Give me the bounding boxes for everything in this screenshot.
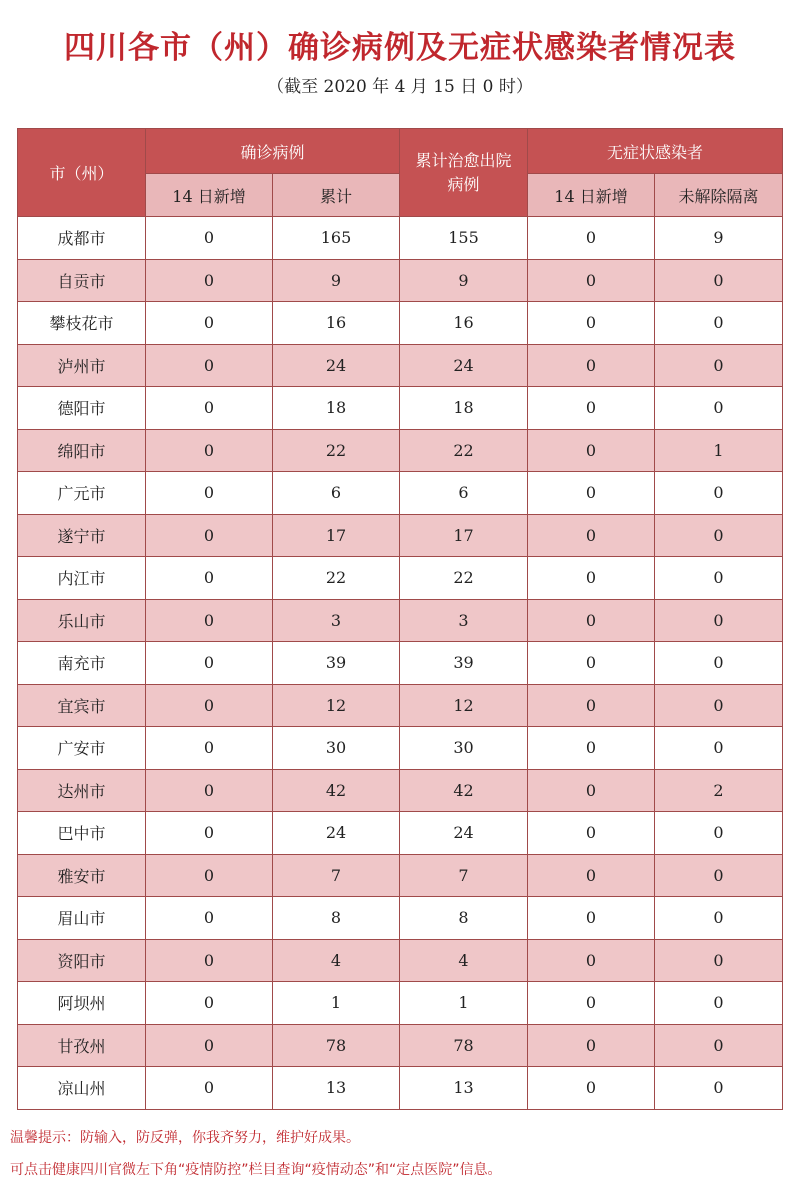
confirmed-new-cell: 0 bbox=[146, 514, 273, 557]
table-row bbox=[18, 684, 783, 727]
tip-note: 温馨提示：防输入，防反弹，你我齐努力，维护好成果。 bbox=[10, 1130, 360, 1146]
confirmed-new-cell: 0 bbox=[146, 727, 273, 770]
confirmed-new-cell: 0 bbox=[146, 429, 273, 472]
asym-isolated-cell: 0 bbox=[655, 514, 783, 557]
header-city: 市（州） bbox=[18, 129, 146, 217]
asym-new-cell: 0 bbox=[528, 982, 655, 1025]
confirmed-total-cell: 18 bbox=[273, 387, 400, 430]
table-row bbox=[18, 387, 783, 430]
table-row bbox=[18, 599, 783, 642]
asym-isolated-cell: 0 bbox=[655, 302, 783, 345]
table-row bbox=[18, 514, 783, 557]
confirmed-total-cell: 42 bbox=[273, 769, 400, 812]
confirmed-new-cell: 0 bbox=[146, 1067, 273, 1110]
asym-isolated-cell: 0 bbox=[655, 387, 783, 430]
confirmed-new-cell: 0 bbox=[146, 684, 273, 727]
asym-isolated-cell: 1 bbox=[655, 429, 783, 472]
asym-isolated-cell: 9 bbox=[655, 217, 783, 260]
confirmed-total-cell: 22 bbox=[273, 557, 400, 600]
confirmed-new-cell: 0 bbox=[146, 982, 273, 1025]
asym-new-cell: 0 bbox=[528, 939, 655, 982]
header-recovered bbox=[400, 129, 528, 217]
table-row bbox=[18, 344, 783, 387]
page-subtitle: （截至 2020 年 4 月 15 日 0 时） bbox=[267, 77, 533, 97]
asym-new-cell: 0 bbox=[528, 557, 655, 600]
page-title: 四川各市（州）确诊病例及无症状感染者情况表 bbox=[64, 30, 736, 66]
asym-isolated-cell: 0 bbox=[655, 1067, 783, 1110]
recovered-cell: 4 bbox=[400, 939, 528, 982]
confirmed-total-cell: 16 bbox=[273, 302, 400, 345]
city-cell: 凉山州 bbox=[18, 1067, 146, 1110]
asym-isolated-cell: 0 bbox=[655, 982, 783, 1025]
table-row bbox=[18, 727, 783, 770]
recovered-cell: 22 bbox=[400, 429, 528, 472]
recovered-cell: 155 bbox=[400, 217, 528, 260]
header-recovered-text: 累计治愈出院病例 bbox=[415, 150, 512, 194]
asym-isolated-cell: 0 bbox=[655, 854, 783, 897]
table-row bbox=[18, 472, 783, 515]
city-cell: 广元市 bbox=[18, 472, 146, 515]
city-cell: 遂宁市 bbox=[18, 514, 146, 557]
city-cell: 内江市 bbox=[18, 557, 146, 600]
recovered-cell: 3 bbox=[400, 599, 528, 642]
asym-isolated-cell: 0 bbox=[655, 472, 783, 515]
confirmed-total-cell: 165 bbox=[273, 217, 400, 260]
table-row bbox=[18, 939, 783, 982]
asym-isolated-cell: 0 bbox=[655, 939, 783, 982]
header-asym-new: 14 日新增 bbox=[528, 174, 655, 217]
recovered-cell: 24 bbox=[400, 344, 528, 387]
asym-new-cell: 0 bbox=[528, 1067, 655, 1110]
info-note: 可点击健康四川官微左下角“疫情防控”栏目查询“疫情动态”和“定点医院”信息。 bbox=[10, 1162, 502, 1178]
confirmed-total-cell: 78 bbox=[273, 1024, 400, 1067]
confirmed-new-cell: 0 bbox=[146, 1024, 273, 1067]
city-cell: 成都市 bbox=[18, 217, 146, 260]
asym-new-cell: 0 bbox=[528, 897, 655, 940]
table-row bbox=[18, 217, 783, 260]
confirmed-new-cell: 0 bbox=[146, 387, 273, 430]
confirmed-new-cell: 0 bbox=[146, 344, 273, 387]
recovered-cell: 30 bbox=[400, 727, 528, 770]
asym-new-cell: 0 bbox=[528, 599, 655, 642]
asym-new-cell: 0 bbox=[528, 344, 655, 387]
asym-new-cell: 0 bbox=[528, 684, 655, 727]
recovered-cell: 8 bbox=[400, 897, 528, 940]
asym-new-cell: 0 bbox=[528, 769, 655, 812]
asym-new-cell: 0 bbox=[528, 514, 655, 557]
asym-new-cell: 0 bbox=[528, 217, 655, 260]
confirmed-new-cell: 0 bbox=[146, 599, 273, 642]
recovered-cell: 42 bbox=[400, 769, 528, 812]
confirmed-new-cell: 0 bbox=[146, 812, 273, 855]
confirmed-total-cell: 24 bbox=[273, 812, 400, 855]
confirmed-total-cell: 24 bbox=[273, 344, 400, 387]
confirmed-new-cell: 0 bbox=[146, 472, 273, 515]
asym-new-cell: 0 bbox=[528, 387, 655, 430]
confirmed-total-cell: 30 bbox=[273, 727, 400, 770]
asym-new-cell: 0 bbox=[528, 302, 655, 345]
recovered-cell: 6 bbox=[400, 472, 528, 515]
recovered-cell: 17 bbox=[400, 514, 528, 557]
table-row bbox=[18, 557, 783, 600]
confirmed-total-cell: 4 bbox=[273, 939, 400, 982]
recovered-cell: 13 bbox=[400, 1067, 528, 1110]
city-cell: 泸州市 bbox=[18, 344, 146, 387]
confirmed-total-cell: 6 bbox=[273, 472, 400, 515]
city-cell: 甘孜州 bbox=[18, 1024, 146, 1067]
city-cell: 乐山市 bbox=[18, 599, 146, 642]
table-row bbox=[18, 854, 783, 897]
recovered-cell: 9 bbox=[400, 259, 528, 302]
confirmed-total-cell: 22 bbox=[273, 429, 400, 472]
confirmed-new-cell: 0 bbox=[146, 642, 273, 685]
confirmed-total-cell: 8 bbox=[273, 897, 400, 940]
asym-new-cell: 0 bbox=[528, 642, 655, 685]
confirmed-new-cell: 0 bbox=[146, 939, 273, 982]
confirmed-total-cell: 7 bbox=[273, 854, 400, 897]
asym-new-cell: 0 bbox=[528, 812, 655, 855]
recovered-cell: 16 bbox=[400, 302, 528, 345]
confirmed-new-cell: 0 bbox=[146, 259, 273, 302]
city-cell: 绵阳市 bbox=[18, 429, 146, 472]
header-asym-group: 无症状感染者 bbox=[528, 129, 783, 174]
city-cell: 广安市 bbox=[18, 727, 146, 770]
confirmed-total-cell: 17 bbox=[273, 514, 400, 557]
recovered-cell: 1 bbox=[400, 982, 528, 1025]
confirmed-new-cell: 0 bbox=[146, 557, 273, 600]
asym-isolated-cell: 0 bbox=[655, 259, 783, 302]
asym-isolated-cell: 0 bbox=[655, 642, 783, 685]
header-confirmed-new: 14 日新增 bbox=[146, 174, 273, 217]
recovered-cell: 22 bbox=[400, 557, 528, 600]
header-confirmed-group: 确诊病例 bbox=[146, 129, 400, 174]
header-asym-isolation: 未解除隔离 bbox=[655, 174, 783, 217]
recovered-cell: 24 bbox=[400, 812, 528, 855]
city-cell: 南充市 bbox=[18, 642, 146, 685]
table-row bbox=[18, 429, 783, 472]
confirmed-total-cell: 9 bbox=[273, 259, 400, 302]
table-row bbox=[18, 1067, 783, 1110]
asym-new-cell: 0 bbox=[528, 472, 655, 515]
city-cell: 资阳市 bbox=[18, 939, 146, 982]
table-row bbox=[18, 982, 783, 1025]
asym-new-cell: 0 bbox=[528, 259, 655, 302]
asym-isolated-cell: 0 bbox=[655, 897, 783, 940]
table-row bbox=[18, 642, 783, 685]
confirmed-total-cell: 1 bbox=[273, 982, 400, 1025]
city-cell: 宜宾市 bbox=[18, 684, 146, 727]
confirmed-total-cell: 13 bbox=[273, 1067, 400, 1110]
city-cell: 自贡市 bbox=[18, 259, 146, 302]
asym-new-cell: 0 bbox=[528, 429, 655, 472]
asym-isolated-cell: 0 bbox=[655, 344, 783, 387]
asym-isolated-cell: 2 bbox=[655, 769, 783, 812]
confirmed-new-cell: 0 bbox=[146, 854, 273, 897]
table-row bbox=[18, 812, 783, 855]
city-cell: 阿坝州 bbox=[18, 982, 146, 1025]
table-body bbox=[18, 217, 783, 1110]
asym-isolated-cell: 0 bbox=[655, 812, 783, 855]
table-row bbox=[18, 897, 783, 940]
recovered-cell: 39 bbox=[400, 642, 528, 685]
recovered-cell: 18 bbox=[400, 387, 528, 430]
table-row bbox=[18, 302, 783, 345]
confirmed-new-cell: 0 bbox=[146, 897, 273, 940]
recovered-cell: 12 bbox=[400, 684, 528, 727]
asym-isolated-cell: 0 bbox=[655, 599, 783, 642]
asym-isolated-cell: 0 bbox=[655, 684, 783, 727]
cases-table bbox=[17, 128, 783, 1110]
city-cell: 德阳市 bbox=[18, 387, 146, 430]
city-cell: 眉山市 bbox=[18, 897, 146, 940]
asym-new-cell: 0 bbox=[528, 727, 655, 770]
asym-isolated-cell: 0 bbox=[655, 727, 783, 770]
city-cell: 雅安市 bbox=[18, 854, 146, 897]
table-row bbox=[18, 259, 783, 302]
asym-new-cell: 0 bbox=[528, 854, 655, 897]
confirmed-total-cell: 3 bbox=[273, 599, 400, 642]
city-cell: 达州市 bbox=[18, 769, 146, 812]
confirmed-total-cell: 39 bbox=[273, 642, 400, 685]
confirmed-total-cell: 12 bbox=[273, 684, 400, 727]
header-confirmed-total: 累计 bbox=[273, 174, 400, 217]
recovered-cell: 7 bbox=[400, 854, 528, 897]
asym-isolated-cell: 0 bbox=[655, 557, 783, 600]
table-row bbox=[18, 1024, 783, 1067]
confirmed-new-cell: 0 bbox=[146, 217, 273, 260]
asym-isolated-cell: 0 bbox=[655, 1024, 783, 1067]
confirmed-new-cell: 0 bbox=[146, 302, 273, 345]
city-cell: 巴中市 bbox=[18, 812, 146, 855]
table-row bbox=[18, 769, 783, 812]
city-cell: 攀枝花市 bbox=[18, 302, 146, 345]
recovered-cell: 78 bbox=[400, 1024, 528, 1067]
confirmed-new-cell: 0 bbox=[146, 769, 273, 812]
asym-new-cell: 0 bbox=[528, 1024, 655, 1067]
